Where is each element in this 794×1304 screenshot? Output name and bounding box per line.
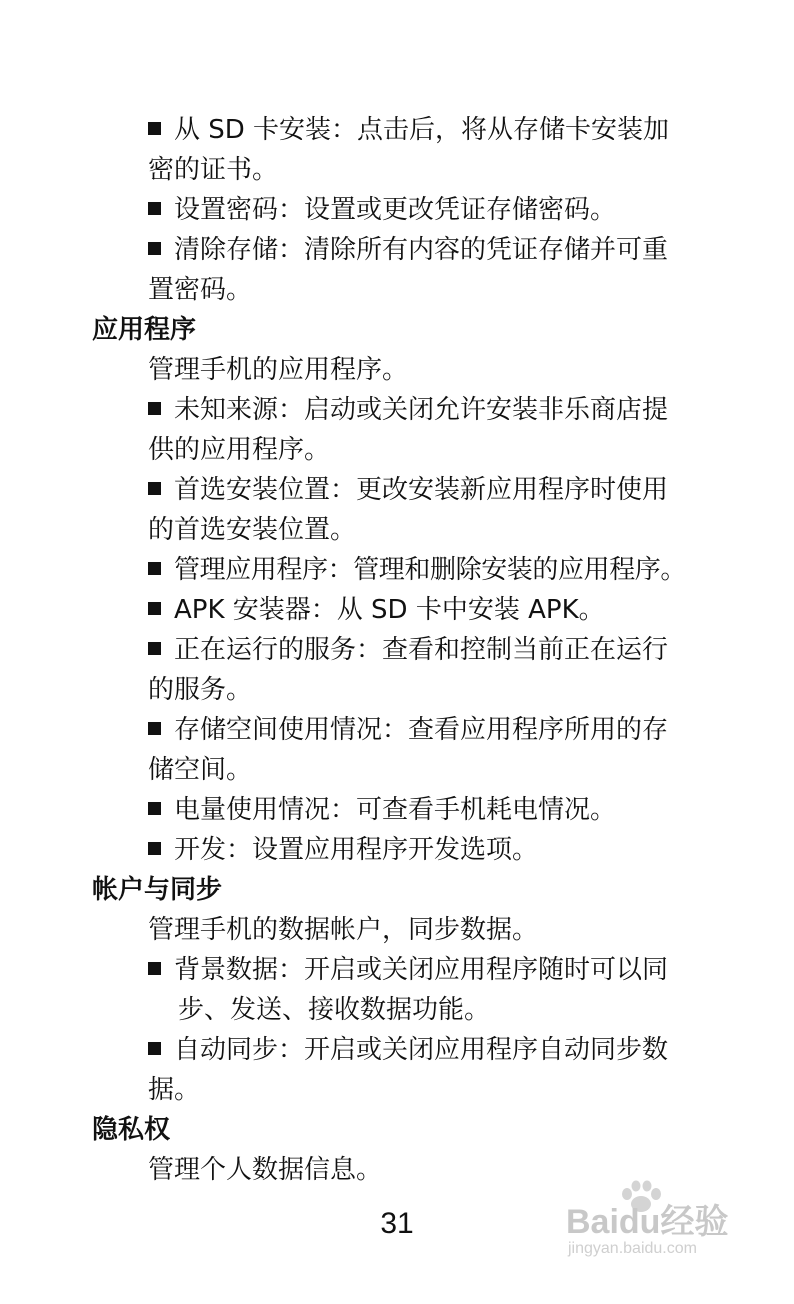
list-item: 正在运行的服务：查看和控制当前正在运行 xyxy=(148,630,668,670)
bullet-square-icon xyxy=(148,842,161,855)
list-item-continuation: 步、发送、接收数据功能。 xyxy=(178,995,491,1025)
list-item: 电量使用情况：可查看手机耗电情况。 xyxy=(148,790,616,830)
list-item: 首选安装位置：更改安装新应用程序时使用 xyxy=(148,470,668,510)
bullet-square-icon xyxy=(148,562,161,575)
page-number: 31 xyxy=(380,1207,414,1240)
list-item-continuation: 储空间。 xyxy=(148,755,253,785)
bullet-square-icon xyxy=(148,722,161,735)
bullet-square-icon xyxy=(148,482,161,495)
section-intro: 管理手机的应用程序。 xyxy=(148,355,409,385)
list-item-continuation: 置密码。 xyxy=(148,275,253,305)
list-item: 开发：设置应用程序开发选项。 xyxy=(148,830,538,870)
bullet-square-icon xyxy=(148,122,161,135)
bullet-square-icon xyxy=(148,402,161,415)
list-item: 未知来源：启动或关闭允许安装非乐商店提 xyxy=(148,390,668,430)
section-heading-accounts: 帐户与同步 xyxy=(92,875,223,905)
bullet-square-icon xyxy=(148,802,161,815)
list-item: 存储空间使用情况：查看应用程序所用的存 xyxy=(148,710,668,750)
list-item-continuation: 的首选安装位置。 xyxy=(148,515,357,545)
list-item: 设置密码：设置或更改凭证存储密码。 xyxy=(148,190,616,230)
list-item: 从 SD 卡安装：点击后，将从存储卡安装加 xyxy=(148,110,669,150)
list-item-continuation: 据。 xyxy=(148,1075,201,1105)
bullet-square-icon xyxy=(148,1042,161,1055)
list-item-continuation: 的服务。 xyxy=(148,675,253,705)
list-item-continuation: 密的证书。 xyxy=(148,155,279,185)
bullet-square-icon xyxy=(148,242,161,255)
section-heading-apps: 应用程序 xyxy=(92,315,197,345)
bullet-square-icon xyxy=(148,642,161,655)
section-intro: 管理手机的数据帐户，同步数据。 xyxy=(148,915,539,945)
list-item: 自动同步：开启或关闭应用程序自动同步数 xyxy=(148,1030,668,1070)
bullet-square-icon xyxy=(148,602,161,615)
list-item: 背景数据：开启或关闭应用程序随时可以同 xyxy=(148,950,668,990)
bullet-square-icon xyxy=(148,202,161,215)
section-heading-privacy: 隐私权 xyxy=(92,1115,171,1145)
list-item: APK 安装器：从 SD 卡中安装 APK。 xyxy=(148,590,605,630)
section-intro: 管理个人数据信息。 xyxy=(148,1155,383,1185)
baidu-watermark xyxy=(560,1180,760,1280)
watermark-logo: Baidu经验 xyxy=(566,1203,729,1241)
watermark-url: jingyan.baidu.com xyxy=(568,1240,697,1257)
list-item: 清除存储：清除所有内容的凭证存储并可重 xyxy=(148,230,668,270)
bullet-square-icon xyxy=(148,962,161,975)
list-item: 管理应用程序：管理和删除安装的应用程序。 xyxy=(148,550,686,590)
list-item-continuation: 供的应用程序。 xyxy=(148,435,331,465)
